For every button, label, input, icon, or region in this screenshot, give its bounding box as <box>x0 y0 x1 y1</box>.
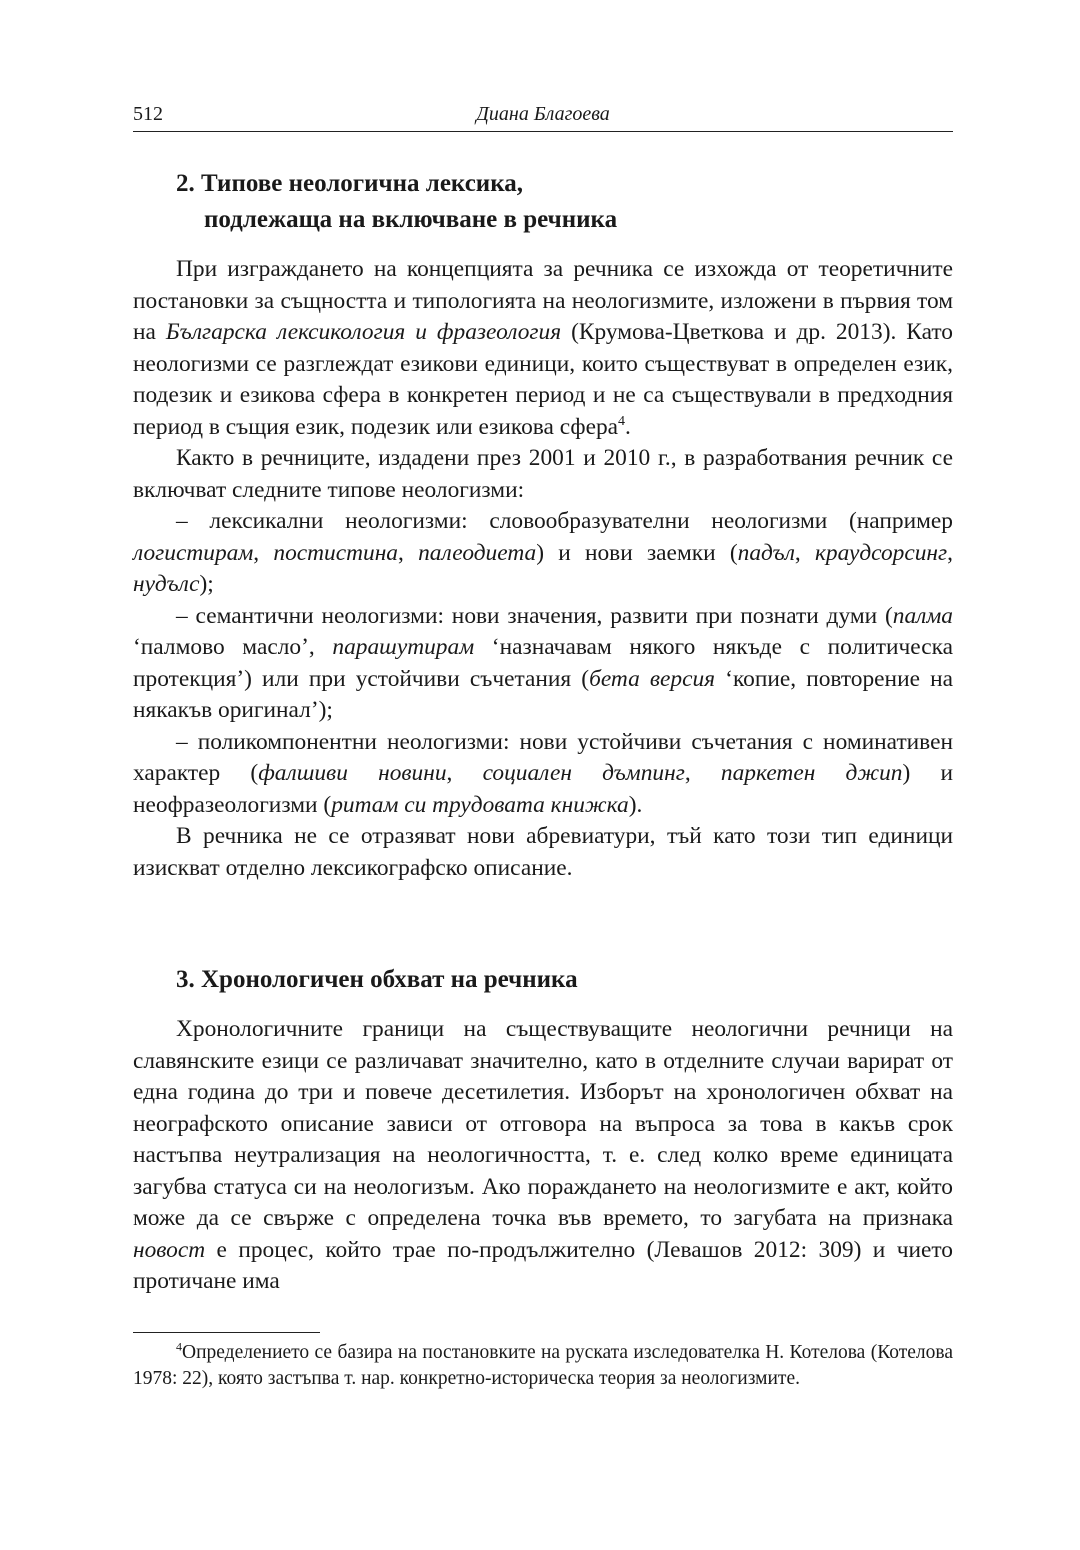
running-author: Диана Благоева <box>476 103 610 125</box>
paragraph: В речника не се отразяват нови абревиатури, тъй като този тип единици изискват отделно лексикографско описание. <box>133 823 953 881</box>
section-2-heading-line2: подлежаща на включване в речника <box>204 206 618 233</box>
list-item: – лексикални неологизми: словообразувателни неологизми (например логистирам, постистина, палеодиета) и нови заемки (падъл, краудсорсинг, нудълс); <box>133 508 954 597</box>
footnote-number: 4 <box>176 1339 182 1354</box>
paragraph: Хронологичните граници на съществуващите неологични речници на славянските езици се различават значително, като в отделните случаи варират от една година до три и повече десетилетия. Изборът на хронологичен обхват на неографското описание зависи от отговора на въпроса за това в какъв срок настъпва неутрализация на неологичността, т. е. след колко време единицата загубва статуса си на неологизъм. Ако пораждането на неологизмите е акт, който може да се свърже с определена точка във времето, то загубата на признака новост е процес, който трае по-продължително (Левашов 2012: 309) и чието протичане има <box>133 1016 953 1294</box>
running-header <box>133 101 953 132</box>
page-number: 512 <box>133 103 163 125</box>
section-2-heading-line1: 2. Типове неологична лексика, <box>176 170 523 197</box>
paragraph: Както в речниците, издадени през 2001 и 2010 г., в разработвания речник се включват следните типове неологизми: <box>133 445 953 503</box>
footnote: $^4$Определението се базира на постановките на руската изследователка Н. Котелова (Котелова 1978: 22), която застъпва т. нар. конкретно-историческа теория за неологизмите. <box>133 1339 953 1389</box>
section-2-heading-block <box>133 166 953 238</box>
section-3-body <box>133 1014 953 1298</box>
footnote-divider <box>133 1332 320 1333</box>
footnote-ref: 4 <box>618 413 626 429</box>
section-2-body <box>133 254 953 884</box>
list-item: – поликомпонентни неологизми: нови устойчиви съчетания с номинативен характер (фалшиви новини, социален дъмпинг, паркетен джип) и неофразеологизми (ритам си трудовата книжка). <box>133 728 953 818</box>
list-item: – семантични неологизми: нови значения, развити при познати думи (палма ‘палмово масло’, парашутирам ‘назначавам някого някъде с политическа протекция’) или при устойчиви съчетания (бета версия ‘копие, повторение на някакъв оригинал’); <box>133 602 953 723</box>
footnote-block <box>133 1340 953 1392</box>
section-3-heading: 3. Хронологичен обхват на речника <box>176 966 578 993</box>
section-3-heading-block <box>133 962 953 998</box>
paragraph: При изграждането на концепцията за речника се изхожда от теоретичните постановки за същността и типологията на неологизмите, изложени в първия том на Българска лексикология и фразеология (Крумова-Цветкова и др. 2013). Като неологизми се разглеждат езикови единици, които съществуват в определен език, подезик и езикова сфера в конкретен период и не са съществували в предходния период в същия език, подезик или езикова сфера$^4$. <box>133 256 953 440</box>
section-2-heading <box>133 166 953 238</box>
